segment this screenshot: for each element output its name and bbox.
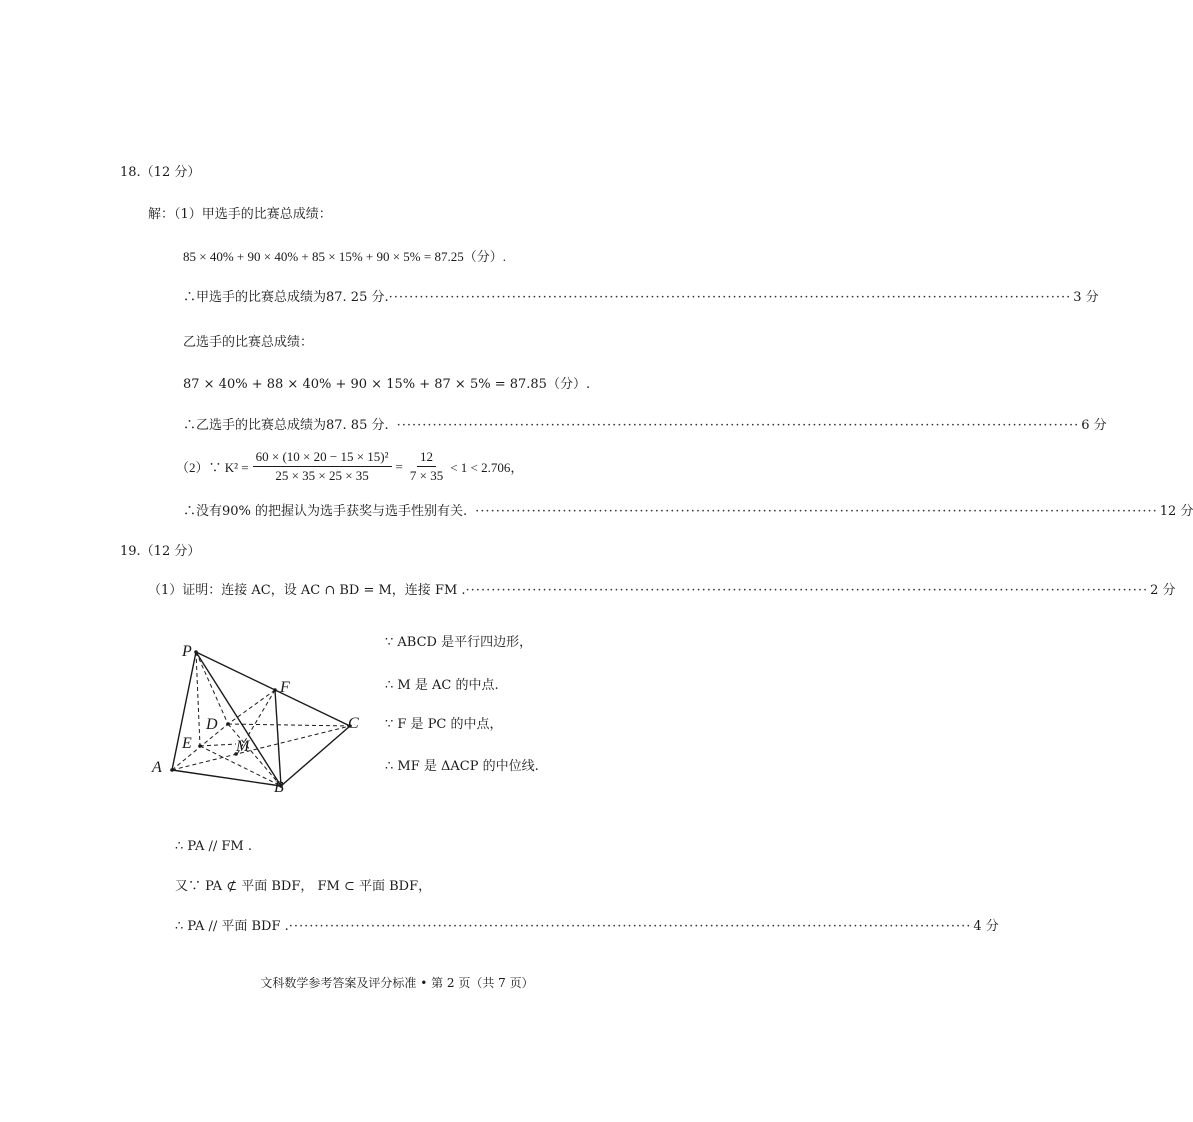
label-D: D [206, 716, 218, 733]
leader-dots: ····································································································································· [396, 418, 1080, 433]
q19-step7: ∴ PA // 平面 BDF . [175, 919, 289, 934]
fraction-2 [407, 449, 446, 484]
q18-intro: 解：（1）甲选手的比赛总成绩： [148, 207, 332, 222]
q18-part2-suffix: < 1 < 2.706， [450, 460, 524, 475]
label-P: P [182, 643, 192, 660]
q19-proof-start-row [148, 582, 1176, 600]
fraction-2-numerator: 12 [417, 449, 436, 467]
q18-score3: 12 分 [1159, 504, 1193, 519]
leader-dots: ····································································································································· [288, 919, 972, 934]
fraction-2-denominator: 7 × 35 [409, 468, 444, 483]
q19-step5: ∴ PA // FM . [175, 839, 252, 854]
q19-score1: 2 分 [1150, 583, 1176, 598]
fraction-1 [253, 449, 392, 484]
q18-score2: 6 分 [1081, 418, 1107, 433]
label-F: F [280, 679, 290, 696]
fraction-1-denominator: 25 × 35 × 25 × 35 [275, 468, 369, 483]
q18-header: 18.（12 分） [120, 165, 201, 180]
label-C: C [348, 715, 359, 732]
q19-step3: ∵ F 是 PC 的中点， [385, 717, 503, 732]
q18-conclusion-row [183, 503, 1193, 521]
label-B: B [274, 779, 284, 796]
q18-part2-formula [176, 449, 523, 484]
q18-result2-row [183, 417, 1107, 435]
q18-result1: ∴甲选手的比赛总成绩为87. 25 分. [183, 290, 389, 305]
fraction-1-numerator: 60 × (10 × 20 − 15 × 15)² [253, 449, 392, 467]
q19-proof-start: （1）证明：连接 AC，设 AC ∩ BD = M，连接 FM . [148, 583, 466, 598]
q19-step1: ∵ ABCD 是平行四边形， [385, 635, 533, 650]
q18-intro2: 乙选手的比赛总成绩： [183, 335, 314, 350]
label-A: A [152, 759, 162, 776]
q18-part2-prefix: （2）∵ K² = [176, 460, 249, 475]
q18-result1-row [183, 289, 1099, 307]
q19-step4: ∴ MF 是 ΔACP 的中位线. [385, 759, 539, 774]
q19-score2: 4 分 [973, 919, 999, 934]
leader-dots: ····································································································································· [475, 504, 1158, 519]
q18-conclusion: ∴没有90% 的把握认为选手获奖与选手性别有关. [183, 504, 468, 519]
q19-step6: 又∵ PA ⊄ 平面 BDF， FM ⊂ 平面 BDF， [175, 879, 432, 894]
leader-dots: ····································································································································· [388, 290, 1072, 305]
q19-step2: ∴ M 是 AC 的中点. [385, 678, 499, 693]
q19-header: 19.（12 分） [120, 544, 201, 559]
page-footer: 文科数学参考答案及评分标准 • 第 2 页（共 7 页） [260, 976, 534, 990]
equals-sign: = [395, 458, 403, 474]
q18-score1: 3 分 [1073, 290, 1099, 305]
label-E: E [182, 735, 192, 752]
leader-dots: ····································································································································· [465, 583, 1149, 598]
q18-calc2: 87 × 40% + 88 × 40% + 90 × 15% + 87 × 5% = 87.85（分）. [183, 377, 591, 392]
q19-step7-row [175, 918, 999, 936]
label-M: M [236, 738, 250, 755]
q18-calc1: 85 × 40% + 90 × 40% + 85 × 15% + 90 × 5% = 87.25（分）. [183, 249, 506, 264]
q18-result2: ∴乙选手的比赛总成绩为87. 85 分. [183, 418, 389, 433]
pyramid-figure [148, 636, 368, 796]
